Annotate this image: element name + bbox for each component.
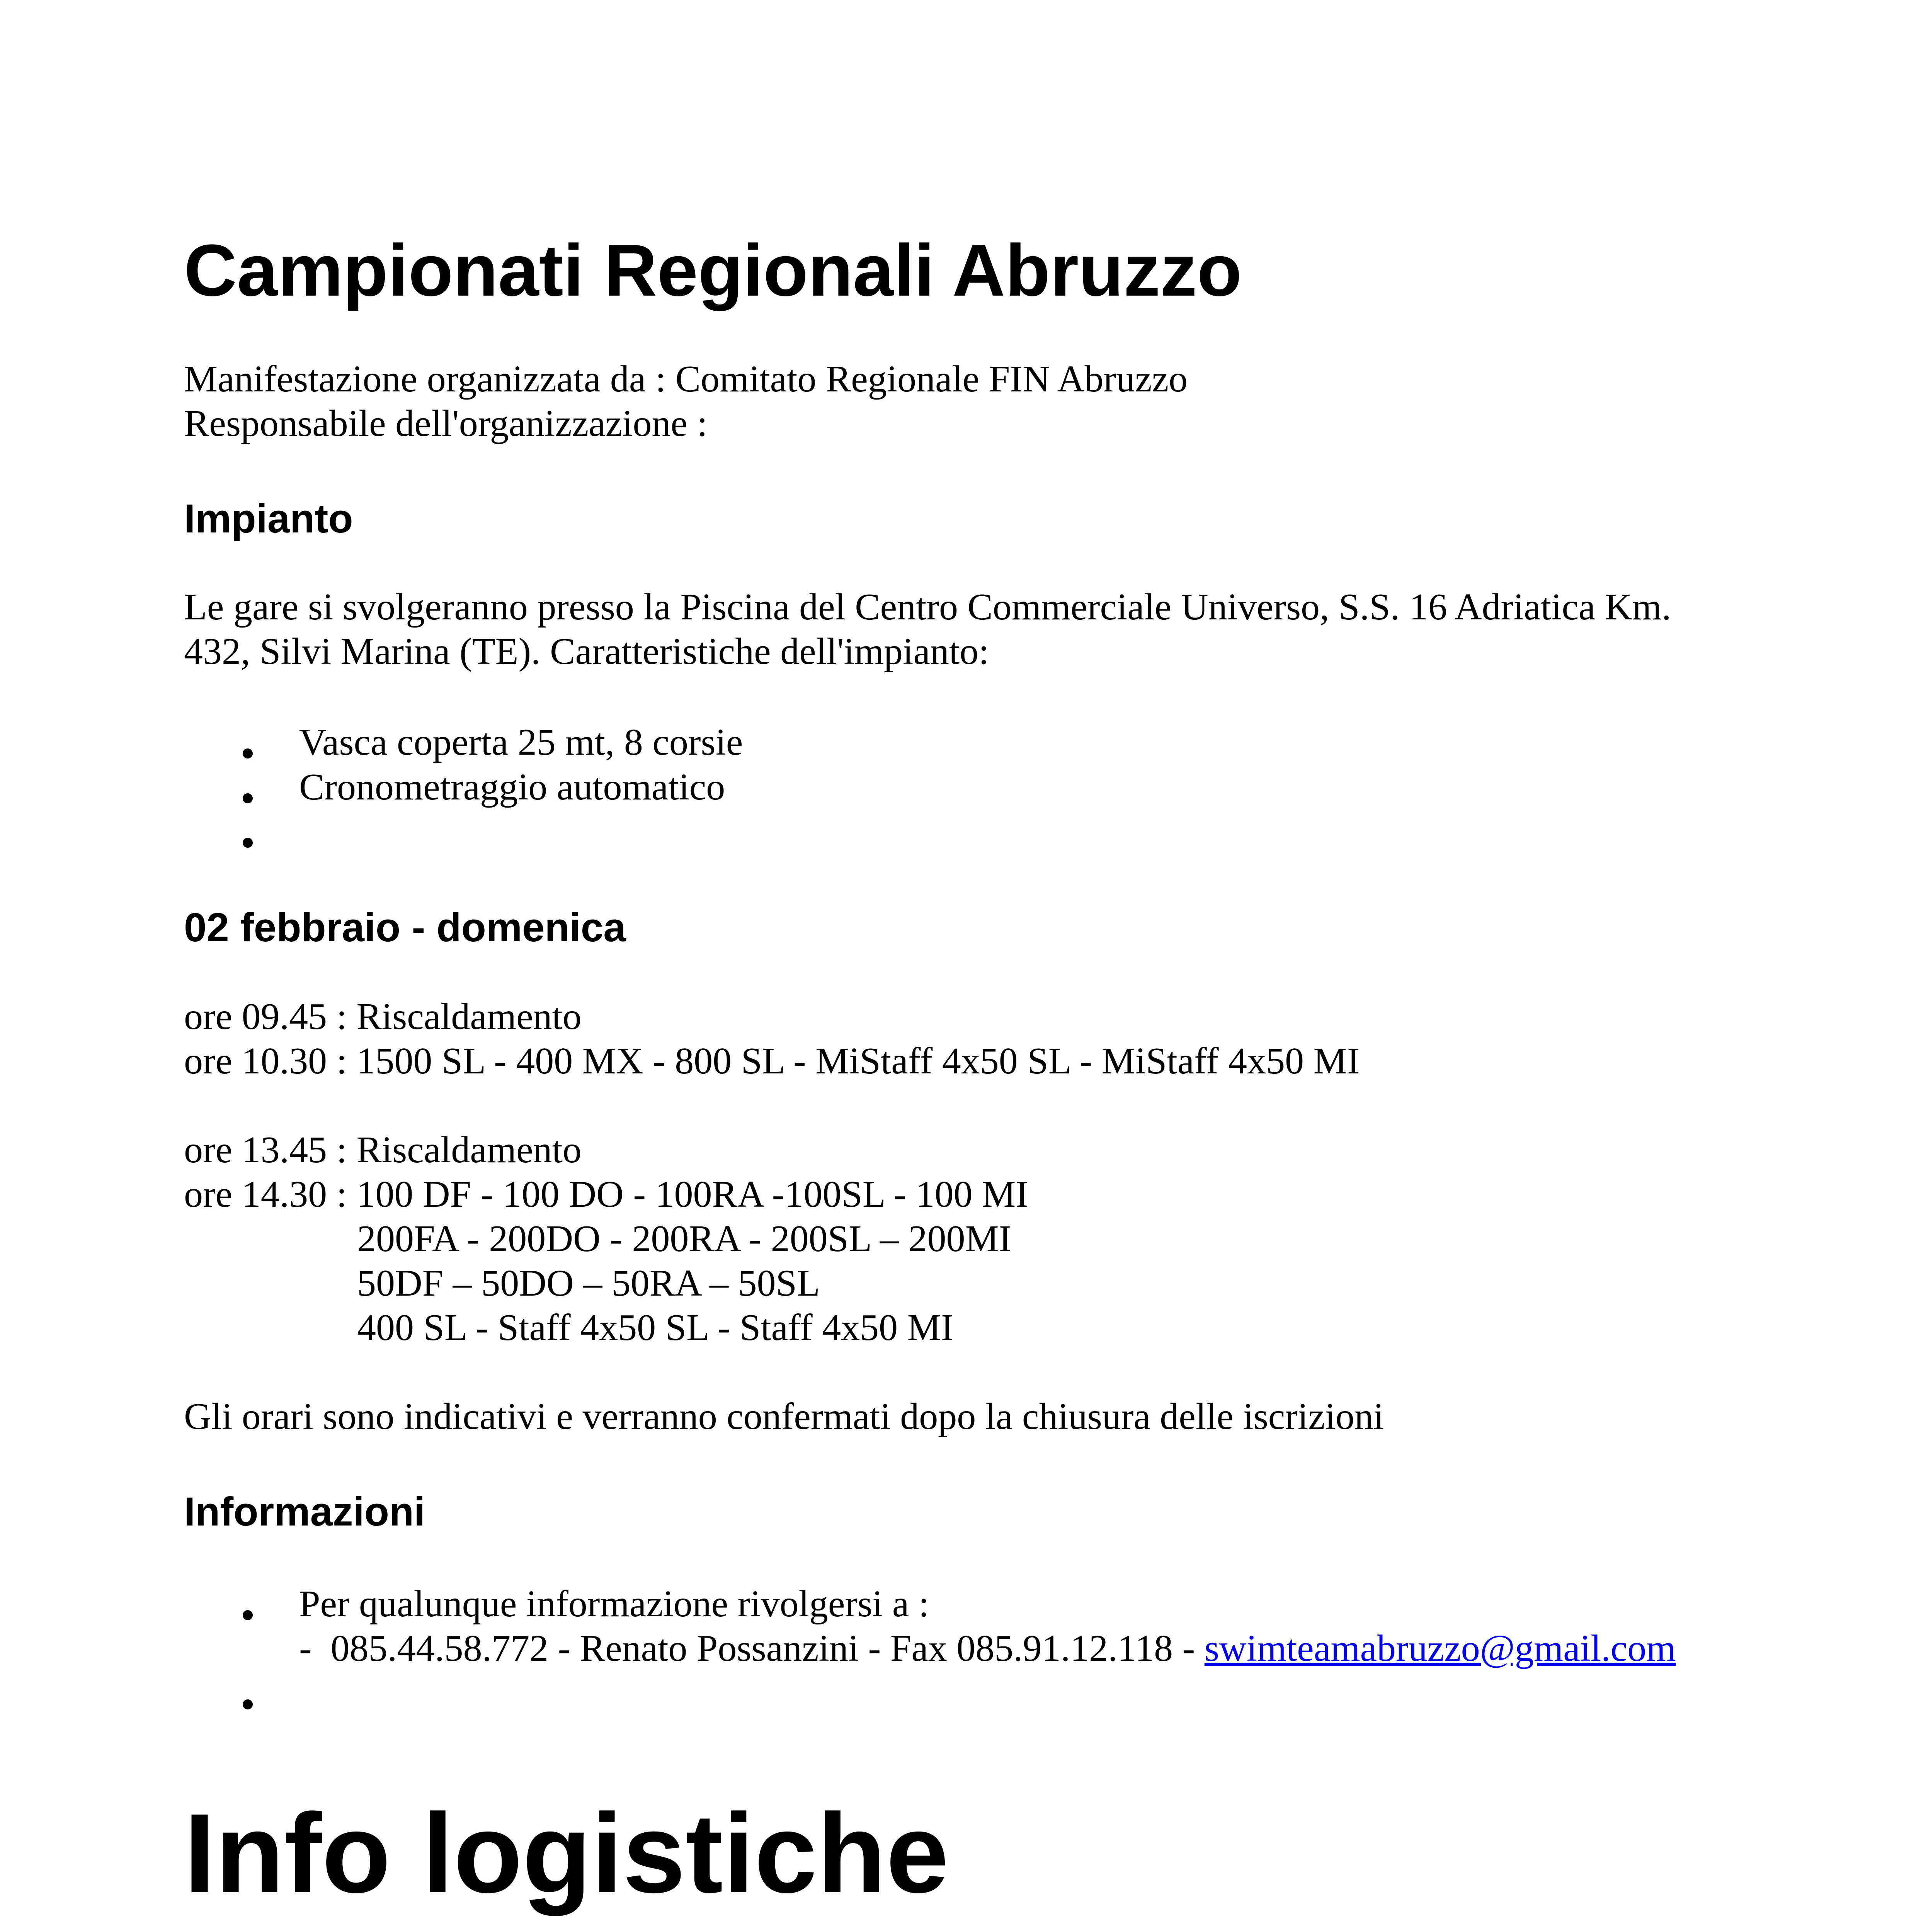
schedule-line: ore 14.30 : 100 DF - 100 DO - 100RA -100SL - 100 MI [184,1173,1028,1215]
schedule-line: ore 10.30 : 1500 SL - 400 MX - 800 SL - MiStaff 4x50 SL - MiStaff 4x50 MI [184,1040,1360,1082]
info-contact-line [299,1627,1676,1670]
feature-item: Cronometraggio automatico [299,766,725,808]
feature-item: Vasca coperta 25 mt, 8 corsie [299,721,743,763]
section-title-logistics: Info logistiche [184,1790,949,1916]
schedule-continuation: 400 SL - Staff 4x50 SL - Staff 4x50 MI [357,1307,954,1349]
schedule-continuation: 200FA - 200DO - 200RA - 200SL – 200MI [357,1218,1012,1260]
info-item-line1: Per qualunque informazione rivolgersi a : [299,1583,929,1625]
bullet-icon [243,1699,253,1709]
heading-informazioni: Informazioni [184,1489,425,1534]
organizer-line: Manifestazione organizzata da : Comitato Regionale FIN Abruzzo [184,358,1188,400]
bullet-icon [243,748,253,759]
schedule-line: ore 09.45 : Riscaldamento [184,996,582,1037]
bullet-icon [243,838,253,848]
schedule-line: ore 13.45 : Riscaldamento [184,1129,582,1171]
page-title: Campionati Regionali Abruzzo [184,230,1242,311]
heading-schedule-date: 02 febbraio - domenica [184,905,626,950]
responsible-line: Responsabile dell'organizzazione : [184,403,708,444]
bullet-icon [243,793,253,803]
impianto-desc-line2: 432, Silvi Marina (TE). Caratteristiche dell'impianto: [184,631,989,672]
contact-details: - 085.44.58.772 - Renato Possanzini - Fax 085.91.12.118 - [299,1628,1205,1669]
schedule-note: Gli orari sono indicativi e verranno confermati dopo la chiusura delle iscrizioni [184,1396,1384,1437]
bullet-icon [243,1610,253,1620]
impianto-desc-line1: Le gare si svolgeranno presso la Piscina del Centro Commerciale Universo, S.S. 16 Adriatica Km. [184,586,1671,628]
schedule-continuation: 50DF – 50DO – 50RA – 50SL [357,1262,820,1304]
heading-impianto: Impianto [184,496,353,541]
email-link[interactable]: swimteamabruzzo@gmail.com [1204,1628,1676,1669]
